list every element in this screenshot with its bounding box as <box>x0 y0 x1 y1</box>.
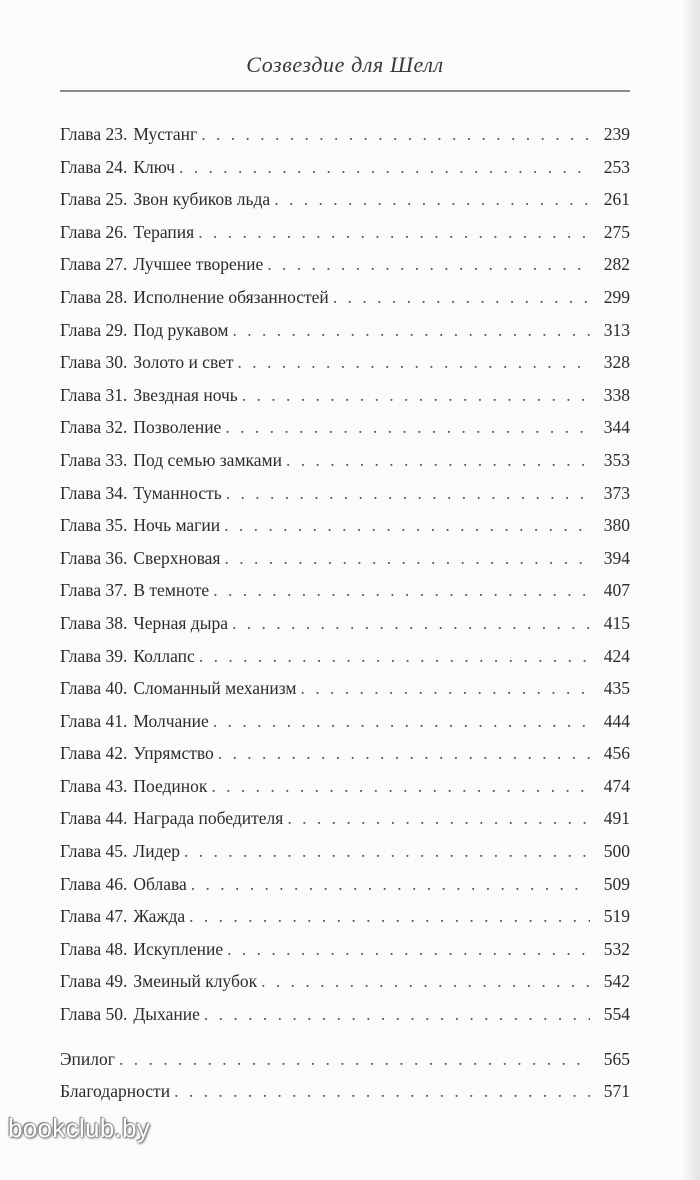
dot-leader <box>179 151 590 184</box>
page-number: 542 <box>603 971 630 992</box>
toc-chapter-row <box>60 705 630 738</box>
toc-label <box>60 509 220 542</box>
entry-title: Эпилог <box>60 1048 115 1069</box>
page-number: 474 <box>603 775 630 796</box>
dot-leader <box>189 900 590 933</box>
dot-leader <box>224 542 590 575</box>
chapter-number: Глава 29. <box>60 319 128 340</box>
dot-leader <box>225 411 590 444</box>
chapter-number: Глава 25. <box>60 189 128 210</box>
entry-title: Сломанный механизм <box>133 678 297 699</box>
toc-chapter-row <box>60 965 630 998</box>
page-number: 407 <box>603 580 630 601</box>
page-number: 456 <box>603 743 630 764</box>
entry-title: Благодарности <box>60 1081 171 1102</box>
chapter-number: Глава 44. <box>60 808 128 829</box>
toc-label <box>60 183 270 216</box>
chapter-number: Глава 23. <box>60 124 128 144</box>
entry-title: Ключ <box>133 156 175 177</box>
dot-leader <box>333 281 590 314</box>
toc-label <box>60 346 234 379</box>
table-of-contents <box>60 118 630 1108</box>
entry-title: Под семью замками <box>133 449 282 470</box>
entry-title: Туманность <box>133 482 222 503</box>
chapter-number: Глава 40. <box>60 678 128 699</box>
dot-leader <box>184 835 590 868</box>
dot-leader <box>201 118 590 151</box>
chapter-number: Глава 26. <box>60 221 128 242</box>
dot-leader <box>119 1043 590 1076</box>
toc-chapter-row <box>60 640 630 673</box>
chapter-number: Глава 24. <box>60 156 128 177</box>
toc-label <box>60 802 283 835</box>
chapter-number: Глава 46. <box>60 873 128 894</box>
toc-chapter-row <box>60 183 630 216</box>
toc-chapter-row <box>60 998 630 1031</box>
chapter-number: Глава 37. <box>60 580 128 601</box>
dot-leader <box>232 314 590 347</box>
chapter-number: Глава 39. <box>60 645 128 666</box>
chapter-number: Глава 33. <box>60 449 128 470</box>
toc-chapter-row <box>60 411 630 444</box>
entry-title: Звон кубиков льда <box>133 189 271 210</box>
toc-label <box>60 118 197 151</box>
toc-label <box>60 1075 170 1108</box>
running-head: Созвездие для Шелл <box>246 52 444 77</box>
page-number: 380 <box>603 515 630 536</box>
dot-leader <box>198 216 590 249</box>
toc-chapter-row <box>60 346 630 379</box>
toc-label <box>60 672 297 705</box>
dot-leader <box>227 933 590 966</box>
toc-chapter-row <box>60 835 630 868</box>
toc-label <box>60 248 263 281</box>
dot-leader <box>218 737 590 770</box>
chapter-number: Глава 31. <box>60 384 128 405</box>
dot-leader <box>213 705 590 738</box>
page-number: 253 <box>603 156 630 177</box>
toc-label <box>60 640 195 673</box>
chapter-number: Глава 42. <box>60 743 128 764</box>
entry-title: Упрямство <box>133 743 214 764</box>
page-number: 299 <box>603 286 630 307</box>
page-number: 275 <box>603 221 630 242</box>
toc-chapter-row <box>60 281 630 314</box>
toc-label <box>60 705 209 738</box>
dot-leader <box>224 509 590 542</box>
page-number: 565 <box>603 1048 630 1069</box>
toc-label <box>60 542 220 575</box>
toc-chapter-row <box>60 607 630 640</box>
page-number: 532 <box>603 938 630 959</box>
dot-leader <box>238 346 590 379</box>
toc-label <box>60 444 282 477</box>
entry-title: Терапия <box>133 221 195 242</box>
entry-title: Золото и свет <box>133 352 234 373</box>
page-number: 415 <box>603 612 630 633</box>
toc-chapter-row <box>60 444 630 477</box>
page-number: 338 <box>603 384 630 405</box>
chapter-number: Глава 32. <box>60 417 128 438</box>
chapter-number: Глава 36. <box>60 547 128 568</box>
dot-leader <box>226 477 590 510</box>
entry-title: Лидер <box>133 841 181 862</box>
page-number: 239 <box>603 124 630 144</box>
toc-label <box>60 314 228 347</box>
page-number: 491 <box>603 808 630 829</box>
dot-leader <box>286 444 590 477</box>
toc-chapter-row <box>60 477 630 510</box>
dot-leader <box>267 248 590 281</box>
dot-leader <box>211 770 590 803</box>
toc-chapter-row <box>60 737 630 770</box>
toc-label <box>60 965 257 998</box>
toc-chapter-row <box>60 802 630 835</box>
toc-chapter-row <box>60 770 630 803</box>
entry-title: Мустанг <box>133 124 198 144</box>
entry-title: В темноте <box>133 580 210 601</box>
toc-label <box>60 607 228 640</box>
page-number: 282 <box>603 254 630 275</box>
entry-title: Дыхание <box>133 1004 200 1025</box>
entry-title: Змеиный клубок <box>133 971 258 992</box>
entry-title: Черная дыра <box>133 612 228 633</box>
page-number: 353 <box>603 449 630 470</box>
dot-leader <box>174 1075 590 1108</box>
entry-title: Жажда <box>133 906 186 927</box>
toc-label <box>60 477 222 510</box>
chapter-number: Глава 38. <box>60 612 128 633</box>
page-number: 373 <box>603 482 630 503</box>
entry-title: Поединок <box>133 775 208 796</box>
entry-title: Ночь магии <box>133 515 221 536</box>
toc-label <box>60 151 175 184</box>
toc-label <box>60 281 329 314</box>
chapter-number: Глава 41. <box>60 710 128 731</box>
toc-label <box>60 900 185 933</box>
toc-chapter-row <box>60 868 630 901</box>
page-number: 394 <box>603 547 630 568</box>
header-rule <box>60 90 630 92</box>
entry-title: Награда победителя <box>133 808 284 829</box>
dot-leader <box>261 965 590 998</box>
toc-chapter-row <box>60 151 630 184</box>
toc-chapter-row <box>60 314 630 347</box>
entry-title: Исполнение обязанностей <box>133 286 329 307</box>
entry-title: Сверхновая <box>133 547 221 568</box>
dot-leader <box>301 672 591 705</box>
dot-leader <box>191 868 590 901</box>
chapter-number: Глава 47. <box>60 906 128 927</box>
toc-label <box>60 998 200 1031</box>
page-number: 500 <box>603 841 630 862</box>
toc-chapter-row <box>60 933 630 966</box>
toc-label <box>60 737 214 770</box>
toc-chapter-row <box>60 118 630 151</box>
chapter-number: Глава 45. <box>60 841 128 862</box>
page-number: 435 <box>603 678 630 699</box>
dot-leader <box>287 802 590 835</box>
chapter-number: Глава 34. <box>60 482 128 503</box>
toc-label <box>60 868 187 901</box>
toc-label <box>60 1043 115 1076</box>
chapter-number: Глава 48. <box>60 938 128 959</box>
chapter-number: Глава 27. <box>60 254 128 275</box>
toc-chapter-row <box>60 248 630 281</box>
entry-title: Коллапс <box>133 645 195 666</box>
dot-leader <box>242 379 590 412</box>
toc-chapter-row <box>60 509 630 542</box>
section-gap <box>60 1031 630 1043</box>
dot-leader <box>274 183 590 216</box>
chapter-number: Глава 50. <box>60 1004 128 1025</box>
page-number: 424 <box>603 645 630 666</box>
toc-chapter-row <box>60 672 630 705</box>
page-number: 313 <box>603 319 630 340</box>
entry-title: Позволение <box>133 417 222 438</box>
toc-chapter-row <box>60 542 630 575</box>
toc-chapter-row <box>60 574 630 607</box>
entry-title: Искупление <box>133 938 224 959</box>
dot-leader <box>213 574 590 607</box>
entry-title: Молчание <box>133 710 209 731</box>
chapter-number: Глава 43. <box>60 775 128 796</box>
toc-label <box>60 216 194 249</box>
toc-label <box>60 574 209 607</box>
dot-leader <box>232 607 590 640</box>
page-number: 554 <box>603 1004 630 1025</box>
page-number: 571 <box>603 1081 630 1102</box>
toc-backmatter-row <box>60 1075 630 1108</box>
page-number: 328 <box>603 352 630 373</box>
chapter-number: Глава 49. <box>60 971 128 992</box>
page-number: 519 <box>603 906 630 927</box>
dot-leader <box>204 998 590 1031</box>
entry-title: Звездная ночь <box>133 384 238 405</box>
page-number: 509 <box>603 873 630 894</box>
entry-title: Под рукавом <box>133 319 229 340</box>
toc-label <box>60 379 238 412</box>
toc-label <box>60 770 207 803</box>
toc-label <box>60 411 221 444</box>
toc-backmatter-row <box>60 1043 630 1076</box>
page-number: 444 <box>603 710 630 731</box>
toc-chapter-row <box>60 900 630 933</box>
chapter-number: Глава 28. <box>60 286 128 307</box>
page-number: 261 <box>603 189 630 210</box>
toc-chapter-row <box>60 216 630 249</box>
chapter-number: Глава 35. <box>60 515 128 536</box>
entry-title: Лучшее творение <box>133 254 264 275</box>
toc-label <box>60 933 223 966</box>
toc-label <box>60 835 180 868</box>
page-number: 344 <box>603 417 630 438</box>
chapter-number: Глава 30. <box>60 352 128 373</box>
toc-chapter-row <box>60 379 630 412</box>
page-edge-shadow <box>682 0 700 1180</box>
entry-title: Облава <box>133 873 187 894</box>
watermark: bookclub.by <box>8 1113 151 1143</box>
dot-leader <box>199 640 590 673</box>
